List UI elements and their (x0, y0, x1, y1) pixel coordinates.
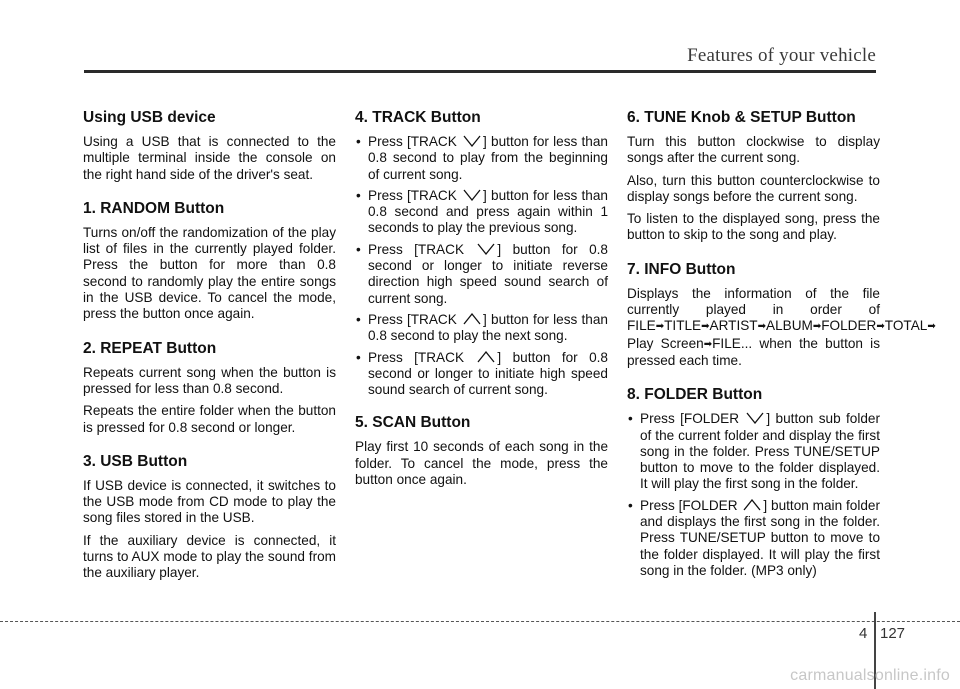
repeat-text-2: Repeats the entire folder when the button is pressed for 0.8 second or longer. (83, 403, 336, 435)
list-item: • Press [TRACK ] button for 0.8 second or longer to initiate high speed sound search of current song. (356, 349, 608, 398)
info-button-heading: 7. INFO Button (627, 260, 736, 278)
bullet-icon: • (356, 349, 361, 365)
info-button-text: Displays the information of the file currently played in order of FILE➡TITLE➡ARTIST➡ALBUM➡FOLDER➡TOTAL➡ Play Screen➡FILE... when the button is pressed each time. (627, 285, 936, 368)
watermark: carmanualsonline.info (790, 667, 950, 684)
chevron-up-icon (741, 499, 763, 511)
list-item: • Press [TRACK ] button for less than 0.8 second and press again within 1 seconds to play the previous song. (356, 187, 608, 236)
track-button-heading: 4. TRACK Button (355, 109, 481, 126)
column-2 (355, 108, 608, 494)
usb-button-text-1: If USB device is connected, it switches to the USB mode from CD mode to play the song files stored in the USB. (83, 477, 336, 526)
arrow-right-icon: ➡ (655, 321, 665, 333)
page-header-title: Features of your vehicle (687, 45, 876, 66)
random-button-heading: 1. RANDOM Button (83, 199, 225, 217)
footer-rule (0, 621, 960, 622)
arrow-right-icon: ➡ (703, 338, 713, 350)
list-item: • Press [TRACK ] button for less than 0.8 second to play from the beginning of current song. (356, 134, 608, 182)
chapter-number: 4 (859, 625, 868, 642)
using-usb-heading: Using USB device (83, 109, 216, 126)
arrow-right-icon: ➡ (757, 321, 766, 333)
chevron-down-icon (744, 412, 766, 424)
bullet-icon: • (628, 411, 633, 427)
list-item: • Press [FOLDER ] button main folder and displays the first song in the folder. Press TUNE/SETUP button to move to the folder displayed. It will play the first song in the folder. (MP3 only) (628, 497, 881, 578)
arrow-right-icon: ➡ (927, 321, 936, 333)
column-3 (627, 108, 936, 584)
scan-button-text: Play first 10 seconds of each song in the folder. To cancel the mode, press the button once again. (355, 439, 608, 488)
folder-button-heading: 8. FOLDER Button (627, 386, 763, 404)
chevron-up-icon (475, 351, 497, 363)
arrow-right-icon: ➡ (701, 321, 710, 333)
list-item: • Press [TRACK ] button for 0.8 second or longer to initiate reverse direction high speed sound search of current song. (356, 241, 608, 306)
list-item: • Press [FOLDER ] button sub folder of the current folder and display the first song in the folder. Press TUNE/SETUP button to move to the folder displayed. It will play the first song in the folder. (628, 411, 881, 492)
arrow-right-icon: ➡ (876, 321, 885, 333)
scan-button-heading: 5. SCAN Button (355, 414, 471, 432)
repeat-text-1: Repeats current song when the button is pressed for less than 0.8 second. (83, 364, 336, 396)
random-button-text: Turns on/off the randomization of the play list of files in the currently played folder. Press the button for more than 0.8 second to randomly play the entire songs in the USB device. To cancel the mode, press the button once again. (83, 224, 336, 322)
tune-text-2: Also, turn this button counterclockwise to display songs before the current song. (627, 172, 880, 204)
repeat-button-heading: 2. REPEAT Button (83, 339, 217, 357)
bullet-icon: • (356, 187, 361, 203)
chevron-down-icon (461, 135, 483, 147)
page-number: 127 (880, 625, 906, 642)
using-usb-text: Using a USB that is connected to the multiple terminal inside the console on the right hand side of the driver's seat. (83, 134, 336, 182)
usb-button-heading: 3. USB Button (83, 452, 188, 470)
list-item: • Press [TRACK ] button for less than 0.8 second to play the next song. (356, 311, 608, 344)
header-rule (84, 70, 876, 73)
tune-knob-heading: 6. TUNE Knob & SETUP Button (627, 109, 856, 126)
arrow-right-icon: ➡ (812, 321, 822, 333)
usb-button-text-2: If the auxiliary device is connected, it turns to AUX mode to play the sound from the auxiliary player. (83, 532, 336, 581)
chevron-down-icon (461, 189, 483, 201)
folder-bullet-list (627, 411, 880, 579)
bullet-icon: • (628, 497, 633, 513)
tune-text-3: To listen to the displayed song, press the button to skip to the song and play. (627, 211, 880, 243)
column-1 (83, 108, 336, 588)
chevron-up-icon (461, 313, 483, 325)
chevron-down-icon (475, 243, 497, 255)
bullet-icon: • (356, 311, 361, 327)
tune-text-1: Turn this button clockwise to display songs after the current song. (627, 134, 880, 166)
bullet-icon: • (356, 134, 361, 149)
bullet-icon: • (356, 241, 361, 257)
track-bullet-list (355, 134, 608, 398)
